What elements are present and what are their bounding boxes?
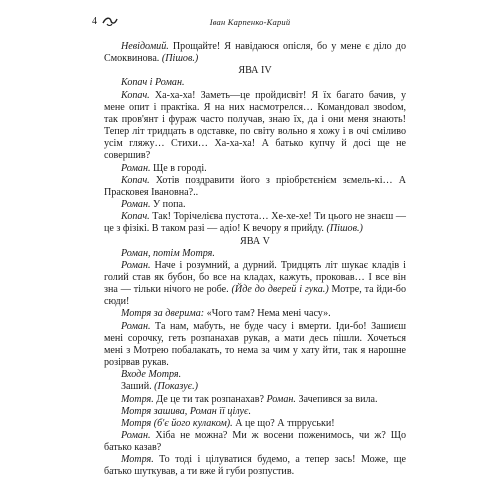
dialogue-line (104, 430, 406, 454)
stage-direction: (Йде до дверей і гука.) (231, 284, 329, 296)
speech-text: Хіба не можна? Ми ж восени поженимось, чи ж? Що батько казав? (104, 430, 406, 454)
speaker-name: Роман. (121, 199, 151, 211)
speaker-name: Мотря. (121, 454, 154, 466)
speaker-name: Копач. (121, 211, 150, 223)
speaker-name: Роман (189, 405, 217, 417)
dialogue-line (104, 175, 406, 199)
speech-text: Ха-ха-ха! Заметь—це пройдисвіт! Я їх багато бачив, у мене опит і практіка. Я на них насмотрелся… Командовал звodом, так пров'янт і фураж часто получав, знаю їх, да і они меня знають! Тепер літ тридцать в одставке, по світу вольно я хожу і в очі сміливо усім гляжу… Стихи… Ха-ха-ха! А батько купчу й досі ще не совершив? (104, 89, 406, 162)
stage-direction: (Пішов.) (326, 223, 363, 235)
speech-text: То тоді і цілуватися будемо, а тепер зась! Може, ще батько шуткував, а ти вже й губи розпустив. (104, 454, 406, 478)
page-number: 4 (92, 16, 97, 27)
speech-text: Заший. (121, 381, 155, 393)
speaker-name: Копач. (121, 89, 150, 101)
speech-text: Хотів поздравити його з пріобрєтєнієм зємель-кі… А Прасковея Івановна?.. (104, 174, 406, 198)
speaker-name: Роман. (121, 162, 151, 174)
speaker-name: Роман. (121, 430, 151, 441)
stage-direction: (Показує.) (154, 381, 199, 393)
speech-text: Зачепився за вила. (295, 393, 378, 405)
speech-text: Прощайте! Я навідаюся опісля, бо у мене є діло до Смоквинова. (104, 41, 406, 65)
speech-text: її цілує. (216, 405, 251, 417)
dialogue-line (104, 211, 406, 235)
stage-direction-line (104, 406, 406, 418)
dialogue-line (104, 321, 406, 370)
dialogue-line (104, 260, 406, 309)
scene-heading: ЯВА IV (238, 65, 272, 77)
speech-text: Де це ти так розпанахав? (153, 393, 267, 405)
speaker-name: Копач. (121, 174, 150, 186)
dialogue-line (104, 381, 406, 393)
speech-text: Так! Торічелієва пустота… Хе-хе-хе! Ти цього не знаєш — це з фізікі. В таком разі — адіо! К вечору я прийду. (104, 211, 406, 235)
dialogue-line (104, 418, 406, 430)
speech-text: Та нам, мабуть, не буде часу і вмерти. Іди-бо! Зашиєш мені сорочку, геть розпанахав рукав, а мати десь пішли. Хочеться мені з Мотрею побалакать, то нема за чим у хату йти, так я нарошне розірвав рукав. (104, 320, 406, 369)
stage-direction: (Пішов.) (161, 53, 199, 65)
speaker-name: Мотря за дверима: (121, 308, 205, 320)
speech-text: Ще в городі. (150, 162, 207, 174)
dialogue-line (104, 90, 406, 163)
speaker-name: Мотря. (121, 393, 154, 405)
speaker-name: Невідомий. (121, 41, 169, 52)
speech-text: Наче і розумний, а дурний. Тридцять літ шукає кладів і голий став як бубон, бо все на кладах, кажуть, проковав… І все він зна — тільки нічого не робе. (104, 259, 406, 296)
running-title: Іван Карпенко-Карий (209, 17, 291, 27)
speech-text: зашива, (151, 405, 190, 417)
speaker-name: Роман. (121, 320, 151, 332)
page-body (104, 41, 406, 479)
dialogue-line (104, 41, 406, 65)
dialogue-line (104, 454, 406, 478)
speech-text: «Чого там? Нема мені часу». (204, 308, 331, 320)
dialogue-line (104, 199, 406, 211)
scene-heading: ЯВА V (240, 235, 270, 247)
speaker-name: Мотря (б'є його кулаком). (121, 417, 233, 429)
speech-text: Мотре, та йди-бо сюди! (104, 284, 406, 308)
scene-characters: Копач і Роман. (121, 77, 185, 89)
page-header (92, 14, 408, 32)
dialogue-line (104, 163, 406, 175)
speech-text: У попа. (150, 199, 186, 211)
stage-direction-line: Входе Мотря. (121, 369, 182, 381)
speaker-name: Мотря (121, 405, 152, 417)
speech-text: А це що? А тпрруськи! (232, 417, 335, 429)
dialogue-line (104, 394, 406, 406)
speaker-name: Роман. (121, 259, 151, 271)
scene-characters: Роман, потім Мотря. (121, 247, 215, 259)
dialogue-line (104, 308, 406, 320)
speaker-name: Роман. (266, 393, 296, 405)
